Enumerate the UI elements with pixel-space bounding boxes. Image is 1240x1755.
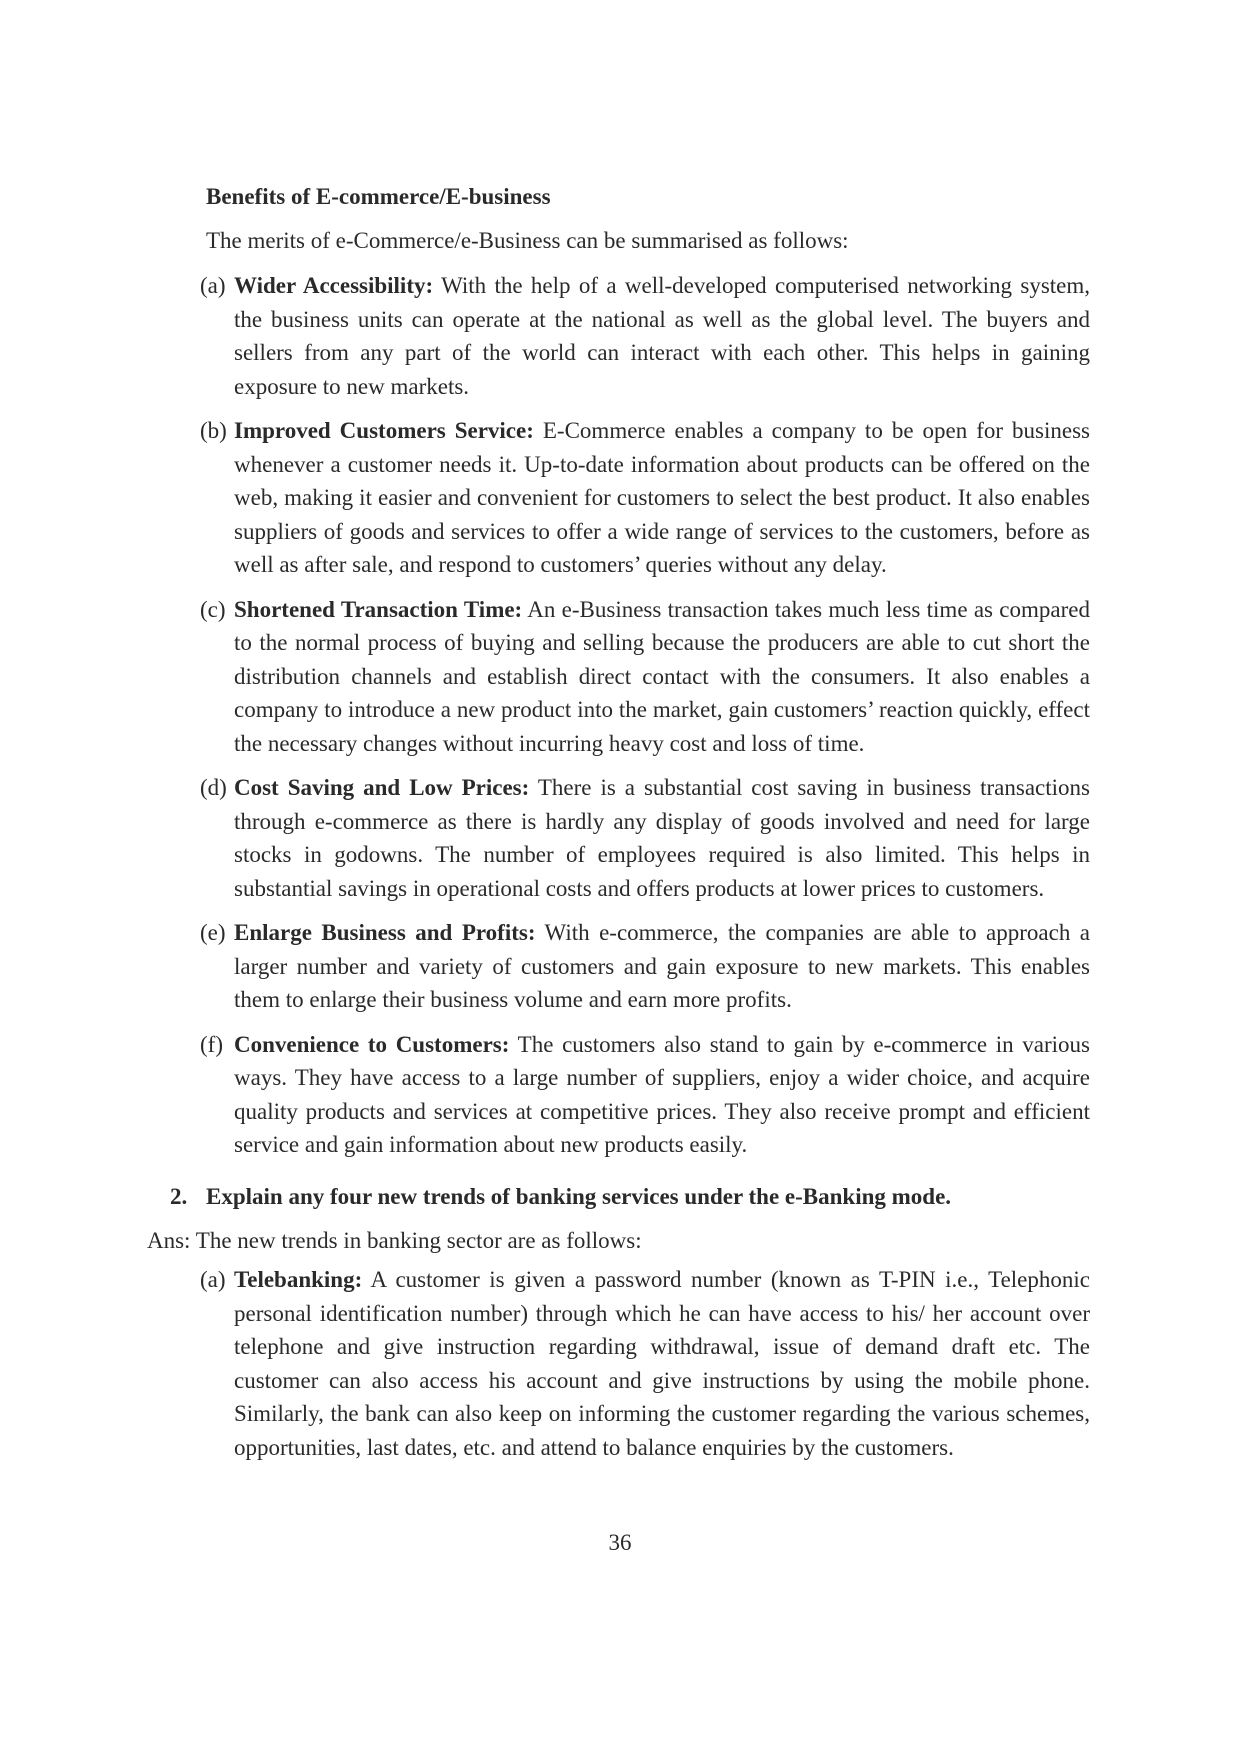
answer-list (200, 1263, 1090, 1475)
list-item (200, 771, 1090, 905)
item-text: E-Commerce enables a company to be open for business whenever a customer needs it. Up-to-date information about products can be offered on the web, making it easier and convenient for customers to select the best product. It also enables suppliers of goods and services to offer a wide range of services to the customers, before as well as after sale, and respond to customers’ queries without any delay. (234, 418, 1090, 577)
item-title: Cost Saving and Low Prices: (234, 775, 530, 800)
item-title: Improved Customers Service: (234, 418, 534, 443)
list-item (200, 916, 1090, 1017)
list-item (200, 414, 1090, 582)
item-title: Telebanking: (234, 1267, 363, 1292)
item-letter: (d) (200, 775, 227, 800)
item-letter: (f) (200, 1031, 223, 1057)
item-text: A customer is given a password number (known as T-PIN i.e., Telephonic personal identification number) through which he can have access to his/ her account over telephone and give instruction regarding withdrawal, issue of demand draft etc. The customer can also access his account and give instructions by using the mobile phone. Similarly, the bank can also keep on informing the customer regarding the various schemes, opportunities, last dates, etc. and attend to balance enquiries by the customers. (234, 1267, 1090, 1460)
section-heading: Benefits of E-commerce/E-business (206, 184, 551, 209)
item-letter: (a) (200, 1267, 226, 1292)
item-text: With the help of a well-developed computerised networking system, the business units can operate at the national as well as the global level. The buyers and sellers from any part of the world can interact with each other. This helps in gaining exposure to new markets. (234, 273, 1091, 399)
item-letter: (b) (200, 418, 227, 443)
item-title: Enlarge Business and Profits: (234, 920, 536, 945)
answer-intro: Ans: The new trends in banking sector are as follows: (147, 1228, 642, 1253)
item-letter: (a) (200, 273, 226, 298)
item-text: With e-commerce, the companies are able to approach a larger number and variety of customers and gain exposure to new markets. This enables them to enlarge their business volume and earn more profits. (234, 920, 1091, 1012)
item-text: The customers also stand to gain by e-commerce in various ways. They have access to a large number of suppliers, enjoy a wider choice, and acquire quality products and services at competitive prices. They also receive prompt and efficient service and gain information about new products easily. (234, 1031, 1090, 1157)
item-letter: (e) (200, 920, 226, 945)
question (170, 1180, 1090, 1214)
question-text: Explain any four new trends of banking services under the e-Banking mode. (206, 1184, 952, 1209)
question-number: 2. (170, 1184, 188, 1209)
item-text: An e-Business transaction takes much less time as compared to the normal process of buying and selling because the producers are able to cut short the distribution channels and establish direct contact with the consumers. It also enables a company to introduce a new product into the market, gain customers’ reaction quickly, effect the necessary changes without incurring heavy cost and loss of time. (234, 596, 1090, 756)
page-number: 36 (608, 1530, 632, 1555)
list-item (200, 1028, 1090, 1162)
item-letter: (c) (200, 596, 226, 622)
list-item (200, 269, 1090, 403)
list-item (200, 593, 1090, 761)
item-title: Shortened Transaction Time: (234, 596, 523, 622)
list-item (200, 1263, 1090, 1464)
item-title: Wider Accessibility: (234, 273, 434, 298)
section-intro: The merits of e-Commerce/e-Business can be summarised as follows: (206, 228, 849, 253)
item-text: There is a substantial cost saving in business transactions through e-commerce as there is hardly any display of goods involved and need for large stocks in godowns. The number of employees required is also limited. This helps in substantial savings in operational costs and offers products at lower prices to customers. (234, 775, 1090, 901)
item-title: Convenience to Customers: (234, 1031, 510, 1057)
benefits-list (200, 269, 1090, 1173)
